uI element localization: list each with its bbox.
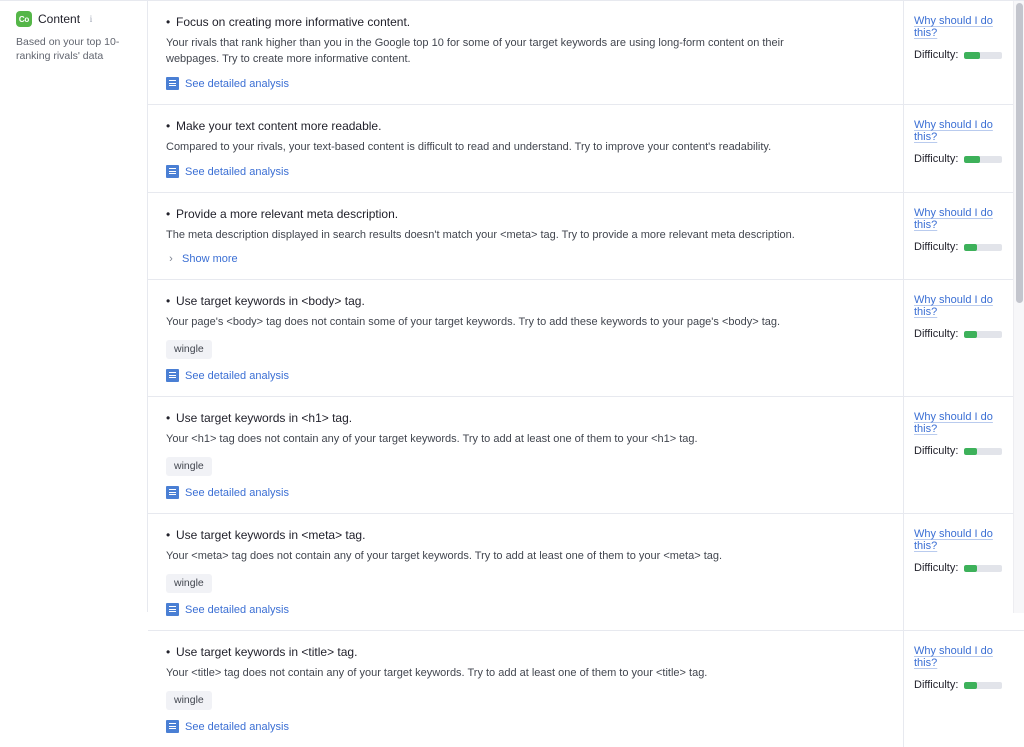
difficulty-indicator bbox=[914, 445, 1008, 457]
issue-row bbox=[148, 280, 1024, 397]
difficulty-meter bbox=[964, 52, 1002, 59]
issue-title-text: Focus on creating more informative content. bbox=[176, 15, 411, 29]
scrollbar-thumb[interactable] bbox=[1016, 3, 1023, 303]
see-detailed-analysis-link[interactable]: See detailed analysis bbox=[185, 720, 289, 733]
issue-body bbox=[148, 105, 904, 192]
difficulty-label: Difficulty: bbox=[914, 679, 959, 691]
issue-body bbox=[148, 193, 904, 279]
difficulty-meter-fill bbox=[964, 156, 980, 163]
issue-aside bbox=[904, 1, 1024, 104]
issue-action-row[interactable] bbox=[166, 720, 885, 733]
issue-description: Your <h1> tag does not contain any of your target keywords. Try to add at least one of them to your <h1> tag. bbox=[166, 433, 698, 445]
difficulty-indicator bbox=[914, 241, 1008, 253]
issue-title bbox=[166, 15, 885, 29]
why-should-i-do-this-link[interactable]: Why should I do this? bbox=[914, 207, 993, 231]
why-should-i-do-this-link[interactable]: Why should I do this? bbox=[914, 15, 993, 39]
keyword-chip: wingle bbox=[166, 574, 212, 593]
difficulty-meter bbox=[964, 565, 1002, 572]
issue-action-row[interactable] bbox=[166, 165, 885, 178]
keyword-chip-wrap bbox=[166, 447, 885, 476]
issue-row bbox=[148, 397, 1024, 514]
issue-aside bbox=[904, 193, 1024, 279]
difficulty-meter-fill bbox=[964, 448, 976, 455]
see-detailed-analysis-link[interactable]: See detailed analysis bbox=[185, 165, 289, 178]
difficulty-label: Difficulty: bbox=[914, 49, 959, 61]
issue-title-text: Use target keywords in <body> tag. bbox=[176, 294, 365, 308]
issue-body bbox=[148, 280, 904, 396]
difficulty-indicator bbox=[914, 679, 1008, 691]
bullet-marker: • bbox=[166, 15, 171, 29]
see-detailed-analysis-link[interactable]: See detailed analysis bbox=[185, 369, 289, 382]
category-title: Content bbox=[38, 12, 81, 26]
difficulty-label: Difficulty: bbox=[914, 445, 959, 457]
document-icon bbox=[166, 165, 179, 178]
issue-action-row[interactable] bbox=[166, 369, 885, 382]
difficulty-meter bbox=[964, 331, 1002, 338]
keyword-chip-wrap bbox=[166, 330, 885, 359]
bullet-marker: • bbox=[166, 294, 171, 308]
issue-body bbox=[148, 631, 904, 747]
keyword-chip-wrap bbox=[166, 564, 885, 593]
see-detailed-analysis-link[interactable]: See detailed analysis bbox=[185, 486, 289, 499]
issue-description: Compared to your rivals, your text-based content is difficult to read and understand. Try to improve your content's readability. bbox=[166, 141, 772, 153]
difficulty-meter-fill bbox=[964, 565, 976, 572]
issue-title bbox=[166, 207, 885, 221]
issue-title bbox=[166, 645, 885, 659]
difficulty-indicator bbox=[914, 328, 1008, 340]
issue-title bbox=[166, 119, 885, 133]
issue-aside bbox=[904, 105, 1024, 192]
document-icon bbox=[166, 486, 179, 499]
issues-list bbox=[148, 1, 1024, 733]
difficulty-indicator bbox=[914, 562, 1008, 574]
issue-description: Your <meta> tag does not contain any of your target keywords. Try to add at least one of them to your <meta> tag. bbox=[166, 550, 723, 562]
keyword-chip: wingle bbox=[166, 691, 212, 710]
issue-row bbox=[148, 514, 1024, 631]
issue-action-row[interactable] bbox=[166, 603, 885, 616]
bullet-marker: • bbox=[166, 411, 171, 425]
content-category-icon: Co bbox=[16, 11, 32, 27]
issue-title bbox=[166, 294, 885, 308]
keyword-chip: wingle bbox=[166, 340, 212, 359]
issue-aside bbox=[904, 397, 1024, 513]
issue-title-text: Use target keywords in <h1> tag. bbox=[176, 411, 353, 425]
difficulty-label: Difficulty: bbox=[914, 241, 959, 253]
difficulty-label: Difficulty: bbox=[914, 562, 959, 574]
difficulty-label: Difficulty: bbox=[914, 153, 959, 165]
difficulty-meter bbox=[964, 682, 1002, 689]
vertical-scrollbar[interactable] bbox=[1013, 1, 1024, 613]
issue-action-row[interactable] bbox=[166, 486, 885, 499]
difficulty-meter bbox=[964, 244, 1002, 251]
category-sidebar bbox=[0, 1, 148, 612]
issue-title bbox=[166, 411, 885, 425]
issue-description: The meta description displayed in search results doesn't match your <meta> tag. Try to provide a more relevant meta description. bbox=[166, 229, 795, 241]
issue-body bbox=[148, 1, 904, 104]
difficulty-meter-fill bbox=[964, 331, 976, 338]
document-icon bbox=[166, 369, 179, 382]
why-should-i-do-this-link[interactable]: Why should I do this? bbox=[914, 645, 993, 669]
issue-title-text: Provide a more relevant meta description. bbox=[176, 207, 399, 221]
see-detailed-analysis-link[interactable]: See detailed analysis bbox=[185, 77, 289, 90]
category-header bbox=[16, 11, 133, 27]
document-icon bbox=[166, 720, 179, 733]
category-subtitle: Based on your top 10-ranking rivals' data bbox=[16, 36, 120, 62]
keyword-chip-wrap bbox=[166, 681, 885, 710]
show-more-link[interactable]: Show more bbox=[182, 253, 238, 265]
bullet-marker: • bbox=[166, 207, 171, 221]
issue-title-text: Make your text content more readable. bbox=[176, 119, 382, 133]
issue-row bbox=[148, 193, 1024, 280]
issue-body bbox=[148, 514, 904, 630]
issue-aside bbox=[904, 514, 1024, 630]
issue-row bbox=[148, 1, 1024, 105]
difficulty-indicator bbox=[914, 153, 1008, 165]
difficulty-label: Difficulty: bbox=[914, 328, 959, 340]
bullet-marker: • bbox=[166, 528, 171, 542]
difficulty-meter-fill bbox=[964, 52, 980, 59]
difficulty-indicator bbox=[914, 49, 1008, 61]
issue-title-text: Use target keywords in <title> tag. bbox=[176, 645, 358, 659]
why-should-i-do-this-link[interactable]: Why should I do this? bbox=[914, 528, 993, 552]
keyword-chip: wingle bbox=[166, 457, 212, 476]
difficulty-meter-fill bbox=[964, 682, 976, 689]
difficulty-meter-fill bbox=[964, 244, 976, 251]
issue-title-text: Use target keywords in <meta> tag. bbox=[176, 528, 366, 542]
issue-aside bbox=[904, 280, 1024, 396]
issue-description: Your rivals that rank higher than you in the Google top 10 for some of your target keywords are using long-form content on their webpages. Try to create more informative content. bbox=[166, 37, 784, 65]
issue-row bbox=[148, 105, 1024, 193]
issue-action-row[interactable] bbox=[166, 253, 885, 265]
chevron-right-icon: › bbox=[169, 252, 173, 265]
issue-row bbox=[148, 631, 1024, 747]
why-should-i-do-this-link[interactable]: Why should I do this? bbox=[914, 294, 993, 318]
see-detailed-analysis-link[interactable]: See detailed analysis bbox=[185, 603, 289, 616]
issue-title bbox=[166, 528, 885, 542]
issue-description: Your <title> tag does not contain any of your target keywords. Try to add at least one of them to your <title> tag. bbox=[166, 667, 708, 679]
document-icon bbox=[166, 77, 179, 90]
why-should-i-do-this-link[interactable]: Why should I do this? bbox=[914, 411, 993, 435]
difficulty-meter bbox=[964, 156, 1002, 163]
document-icon bbox=[166, 603, 179, 616]
issue-aside bbox=[904, 631, 1024, 747]
issue-body bbox=[148, 397, 904, 513]
why-should-i-do-this-link[interactable]: Why should I do this? bbox=[914, 119, 993, 143]
info-icon[interactable]: i bbox=[89, 14, 93, 24]
difficulty-meter bbox=[964, 448, 1002, 455]
bullet-marker: • bbox=[166, 645, 171, 659]
issue-action-row[interactable] bbox=[166, 77, 885, 90]
bullet-marker: • bbox=[166, 119, 171, 133]
issue-description: Your page's <body> tag does not contain some of your target keywords. Try to add these keywords to your page's <body> tag. bbox=[166, 316, 781, 328]
